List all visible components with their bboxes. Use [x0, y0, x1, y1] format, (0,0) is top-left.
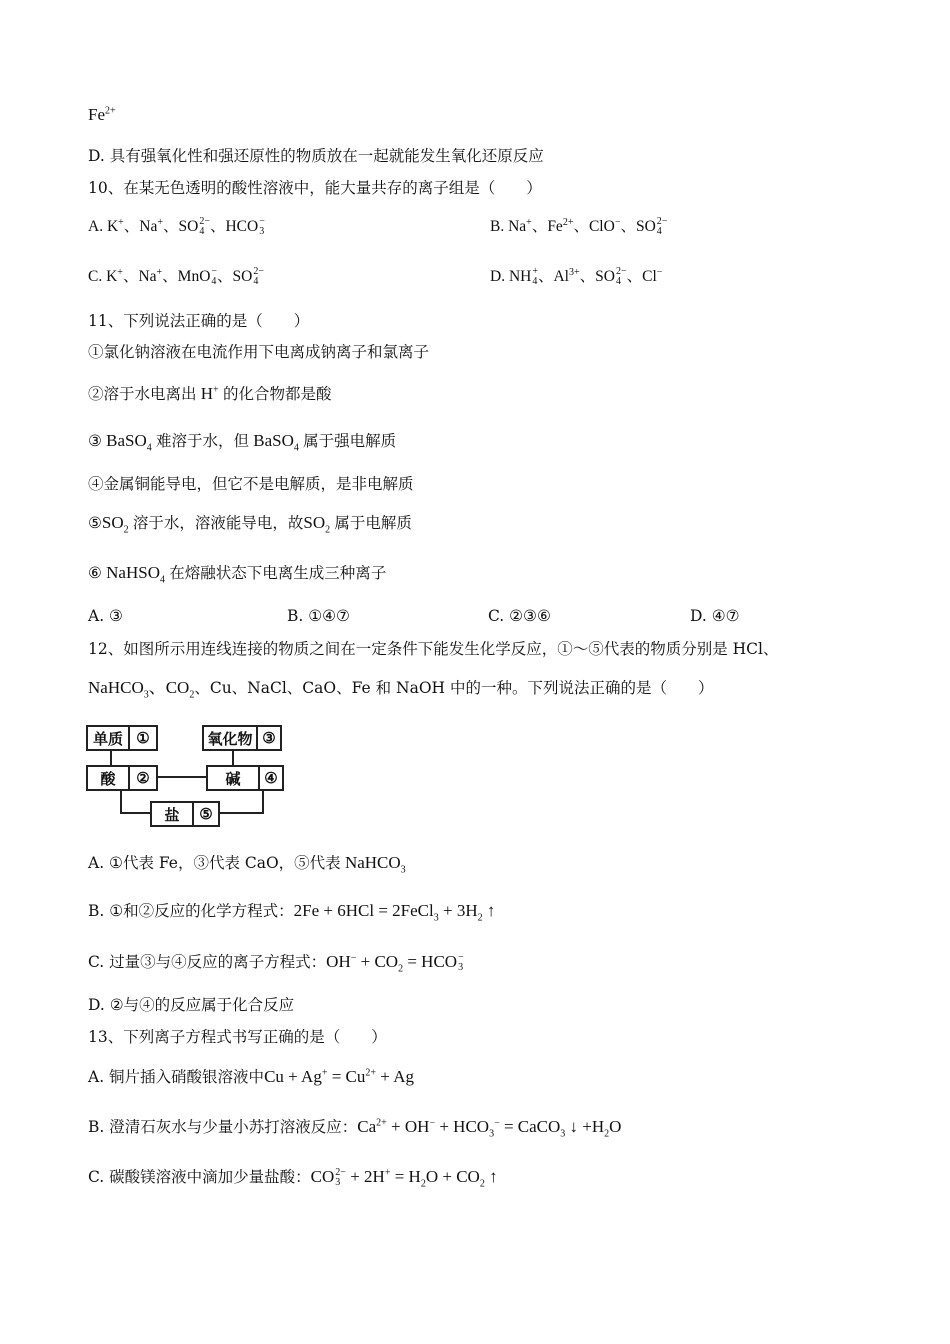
q11-option-c: C. ②③⑥: [488, 607, 551, 625]
box-acid: 酸 ②: [86, 765, 158, 791]
q10-option-c: C. K+、Na+、MnO − 4 、SO 2− 4: [88, 266, 264, 288]
connector-line: [154, 776, 206, 778]
box-base: 碱 ④: [206, 765, 284, 791]
q12-option-b: B. ①和②反应的化学方程式：2Fe + 6HCl = 2FeCl$_3$ + $3H_2$ ↑: [88, 901, 496, 924]
q13-stem: 13、下列离子方程式书写正确的是（ ）: [88, 1028, 387, 1046]
connector-line: [120, 789, 122, 813]
q10-stem: 10、在某无色透明的酸性溶液中，能大量共存的离子组是（ ）: [88, 179, 542, 197]
q11-statement-1: ①氯化钠溶液在电流作用下电离成钠离子和氯离子: [88, 343, 430, 361]
q10-option-b: B. Na+、$Fe^{2+}$、ClO−、SO 2− 4: [490, 216, 668, 238]
box-element: 单质 ①: [86, 725, 158, 751]
q11-option-a: A. ③: [88, 607, 123, 625]
q13-option-c: C. 碳酸镁溶液中滴加少量盐酸：CO 2− 3 + $2H^+ = H_2O + CO_2$ ↑: [88, 1167, 498, 1190]
q12-stem-continued: NaHCO$_3$、$CO_2$、Cu、NaCl、CaO、Fe 和 NaOH 中的一种。下列说法正确的是（ ）: [88, 678, 714, 701]
q12-option-c: C. 过量③与④反应的离子方程式：$OH^- + CO_2$ = HCO − 3: [88, 952, 464, 975]
q12-option-d: D. ②与④的反应属于化合反应: [88, 996, 295, 1014]
q11-statement-6: ⑥ NaHSO$_4$ 在熔融状态下电离生成三种离子: [88, 563, 387, 586]
q11-option-b: B. ①④⑦: [287, 607, 350, 625]
fe-ion-text: $Fe^{2+}$: [88, 105, 116, 124]
q11-statement-5: $⑤SO_2$ 溶于水，溶液能导电，故$SO_2$ 属于电解质: [88, 513, 412, 536]
box-oxide: 氧化物 ③: [202, 725, 282, 751]
q13-option-b: B. 澄清石灰水与少量小苏打溶液反应：$Ca^{2+} + OH^- + HCO_3^-$ = CaCO$_3$ ↓ $+H_2O$: [88, 1117, 622, 1140]
q11-statement-4: ④金属铜能导电，但它不是电解质，是非电解质: [88, 475, 414, 493]
q11-option-d: D. ④⑦: [690, 607, 740, 625]
connector-line: [216, 812, 264, 814]
connector-line: [262, 789, 264, 813]
q12-stem: 12、如图所示用连线连接的物质之间在一定条件下能发生化学反应，①～⑤代表的物质分别是 HCl、: [88, 640, 779, 658]
q9-option-d: D. 具有强氧化性和强还原性的物质放在一起就能发生氧化还原反应: [88, 147, 544, 165]
q13-option-a: A. 铜片插入硝酸银溶液中$Cu + Ag^+ = Cu^{2+} + Ag$: [88, 1067, 414, 1086]
q11-statement-2: ②溶于水电离出 H+ 的化合物都是酸: [88, 384, 332, 403]
box-salt: 盐 ⑤: [150, 801, 220, 827]
q10-option-a: A. K+、Na+、SO 2− 4 、HCO − 3: [88, 216, 265, 238]
q11-stem: 11、下列说法正确的是（ ）: [88, 312, 310, 330]
connector-line: [120, 812, 150, 814]
q10-option-d: D. NH + 4 、$Al^{3+}$、SO 2− 4 、Cl−: [490, 266, 663, 288]
q11-statement-3: ③ BaSO$_4$ 难溶于水，但 BaSO$_4$ 属于强电解质: [88, 431, 397, 454]
q12-option-a: A. ①代表 Fe，③代表 CaO，⑤代表 NaHCO$_3$: [88, 853, 406, 876]
